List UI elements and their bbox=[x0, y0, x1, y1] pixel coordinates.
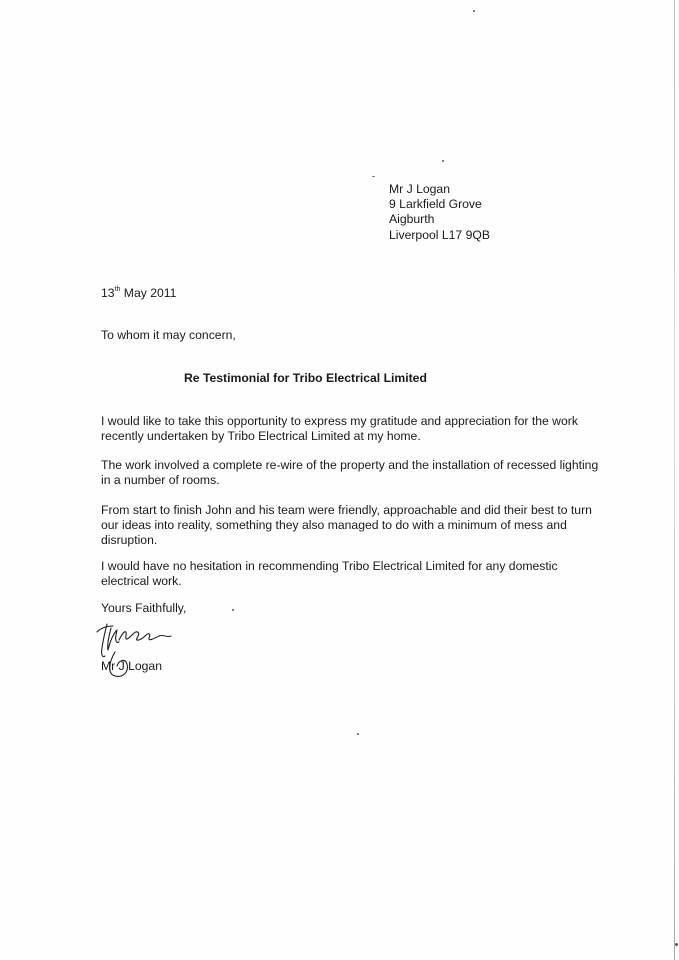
date-day: 13 bbox=[101, 286, 115, 300]
salutation: To whom it may concern, bbox=[101, 328, 236, 342]
sender-name: Mr J Logan bbox=[389, 182, 450, 196]
scan-speck bbox=[675, 943, 678, 946]
signer-name: Mr J Logan bbox=[101, 659, 162, 673]
scan-speck bbox=[372, 176, 375, 177]
letter-date bbox=[101, 286, 176, 301]
body-paragraph-2: The work involved a complete re-wire of the property and the installation of recessed lighting in a number of rooms. bbox=[101, 458, 599, 488]
scan-speck bbox=[357, 733, 359, 735]
scan-edge-line bbox=[674, 0, 675, 960]
date-suffix: th bbox=[114, 285, 121, 293]
address-line-3: Liverpool L17 9QB bbox=[389, 227, 490, 242]
subject-line: Re Testimonial for Tribo Electrical Limited bbox=[184, 371, 427, 385]
sender-address bbox=[389, 182, 490, 243]
scan-speck bbox=[473, 10, 475, 12]
body-paragraph-3: From start to finish John and his team were friendly, approachable and did their best to turn our ideas into reality, something they also managed to do with a minimum of mess and disruption. bbox=[101, 503, 592, 548]
date-month-year: May 2011 bbox=[123, 286, 177, 300]
closing: Yours Faithfully, bbox=[101, 601, 187, 615]
scan-speck bbox=[232, 609, 234, 611]
address-line-1: 9 Larkfield Grove bbox=[389, 197, 482, 212]
body-paragraph-4: I would have no hesitation in recommending Tribo Electrical Limited for any domestic electrical work. bbox=[101, 559, 558, 589]
scan-speck bbox=[442, 160, 444, 162]
address-line-2: Aigburth bbox=[389, 212, 435, 227]
body-paragraph-1: I would like to take this opportunity to express my gratitude and appreciation for the work recently undertaken by Tribo Electrical Limited at my home. bbox=[101, 414, 578, 444]
